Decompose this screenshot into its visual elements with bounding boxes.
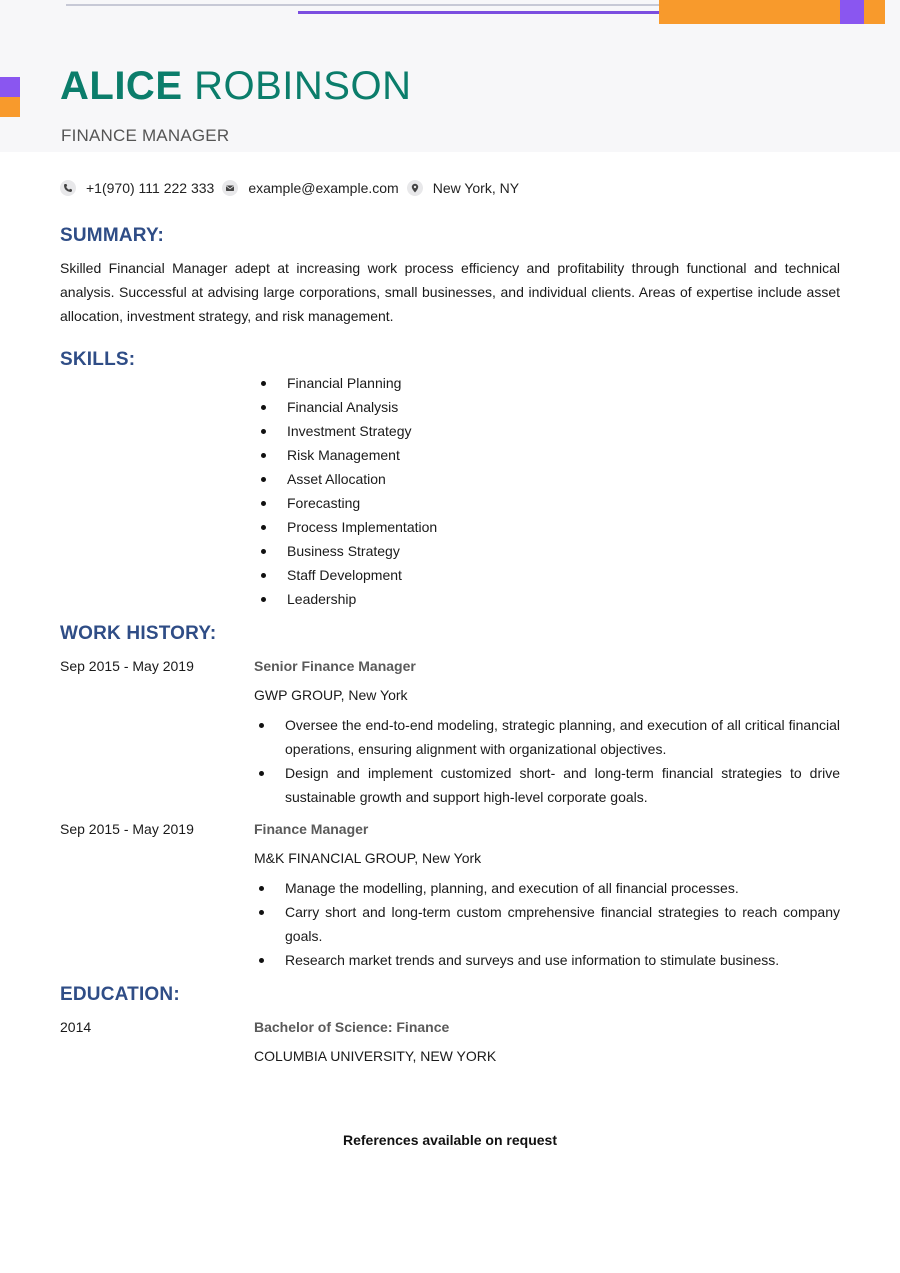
- email-icon: [222, 180, 238, 196]
- work-company: M&K FINANCIAL GROUP, New York: [254, 850, 482, 866]
- work-company: GWP GROUP, New York: [254, 687, 408, 703]
- summary-text: Skilled Financial Manager adept at increasing work process efficiency and profitability through functional and technical analysis. Successful at advising large corporations, small businesses, and individual clients. Areas of expertise include asset allocation, investment strategy, and risk management.: [60, 260, 840, 324]
- skill-item: Risk Management: [260, 443, 437, 467]
- education-degree: Bachelor of Science: Finance: [254, 1019, 450, 1035]
- work-bullet: Research market trends and surveys and use information to stimulate business.: [254, 948, 840, 972]
- work-history-heading: WORK HISTORY:: [60, 623, 217, 644]
- skills-list: [260, 371, 437, 611]
- summary-heading: SUMMARY:: [60, 225, 164, 246]
- work-bullets: [254, 713, 840, 809]
- work-role: Senior Finance Manager: [254, 658, 416, 674]
- work-bullets: [254, 876, 840, 972]
- references-note: References available on request: [343, 1132, 557, 1148]
- contact-phone: [60, 180, 214, 196]
- email-text: example@example.com: [248, 180, 399, 196]
- skill-item: Leadership: [260, 587, 437, 611]
- decorative-purple-square: [840, 0, 864, 24]
- contact-bar: [60, 180, 527, 196]
- work-bullet: Design and implement customized short- and long-term financial strategies to drive sustainable growth and support high-level corporate goals.: [254, 761, 840, 809]
- contact-location: [407, 180, 519, 196]
- location-text: New York, NY: [432, 180, 520, 196]
- candidate-name: [60, 64, 411, 108]
- contact-email: [222, 180, 398, 196]
- skill-item: Process Implementation: [260, 515, 437, 539]
- decorative-line: [66, 4, 660, 6]
- phone-icon: [60, 180, 76, 196]
- education-year: 2014: [60, 1019, 92, 1035]
- work-dates: Sep 2015 - May 2019: [60, 821, 194, 837]
- decorative-left-orange-block: [0, 97, 20, 117]
- location-icon: [407, 180, 423, 196]
- skill-item: Financial Analysis: [260, 395, 437, 419]
- skill-item: Forecasting: [260, 491, 437, 515]
- work-bullet: Manage the modelling, planning, and execution of all financial processes.: [254, 876, 840, 900]
- skill-item: Financial Planning: [260, 371, 437, 395]
- phone-text: +1(970) 111 222 333: [86, 180, 215, 196]
- skill-item: Investment Strategy: [260, 419, 437, 443]
- decorative-left-purple-block: [0, 77, 20, 97]
- last-name: ROBINSON: [194, 64, 412, 108]
- work-bullet: Oversee the end-to-end modeling, strategic planning, and execution of all critical financial operations, ensuring alignment with organizational objectives.: [254, 713, 840, 761]
- education-heading: EDUCATION:: [60, 984, 180, 1005]
- work-dates: Sep 2015 - May 2019: [60, 658, 194, 674]
- skill-item: Staff Development: [260, 563, 437, 587]
- education-school: COLUMBIA UNIVERSITY, NEW YORK: [254, 1048, 497, 1064]
- work-role: Finance Manager: [254, 821, 369, 837]
- job-title: FINANCE MANAGER: [61, 126, 230, 145]
- skills-heading: SKILLS:: [60, 349, 136, 370]
- work-bullet: Carry short and long-term custom cmprehensive financial strategies to reach company goals.: [254, 900, 840, 948]
- skill-item: Business Strategy: [260, 539, 437, 563]
- decorative-line-accent: [298, 11, 660, 14]
- first-name: ALICE: [60, 64, 183, 108]
- skill-item: Asset Allocation: [260, 467, 437, 491]
